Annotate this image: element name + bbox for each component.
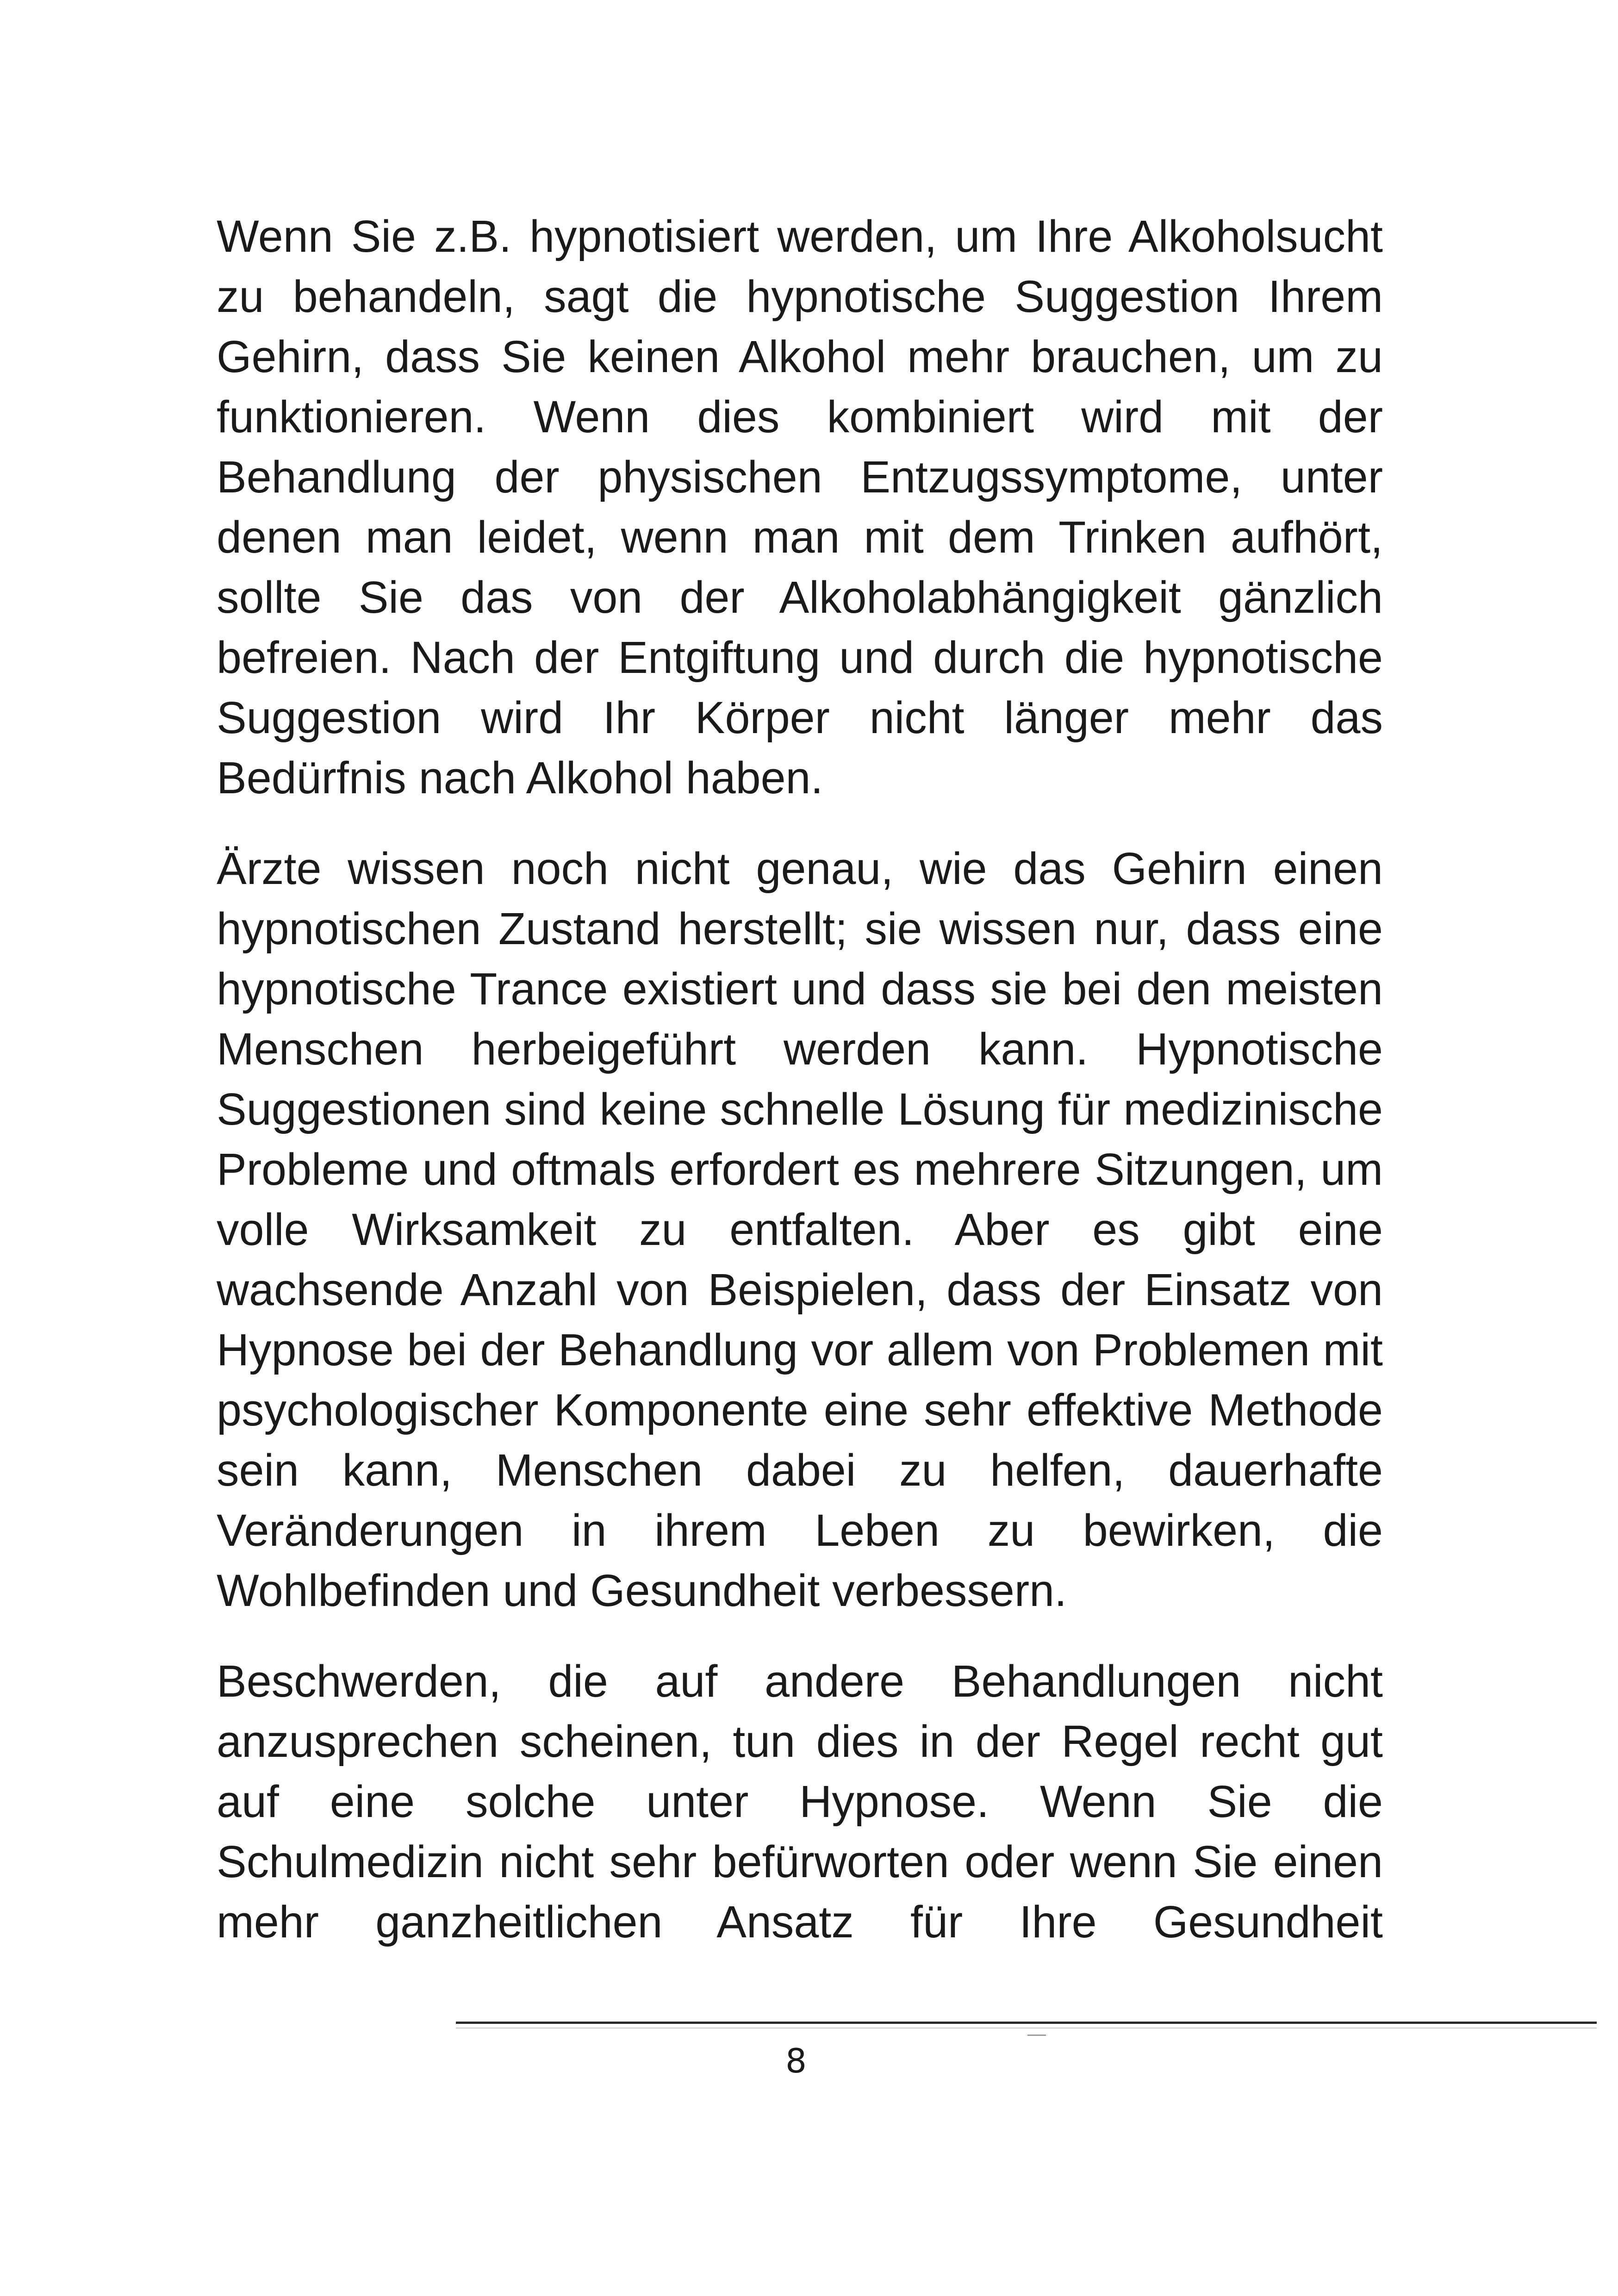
page-number: 8 <box>785 2041 807 2080</box>
footer-divider <box>456 2022 1597 2024</box>
footer-tick-mark <box>1027 2035 1046 2036</box>
body-text <box>217 206 1383 1952</box>
paragraph-complaints: Beschwerden, die auf andere Behandlungen nicht anzusprechen scheinen, tun dies in der Regel recht gut auf eine solche unter Hypnose. Wenn Sie die Schulmedizin nicht sehr befürworten oder wenn Sie einen mehr ganzheitlichen Ansatz für Ihre Gesundheit <box>217 1656 1383 1947</box>
paragraph-hypnotic-state: Ärzte wissen noch nicht genau, wie das Gehirn einen hypnotischen Zustand herstellt; sie wissen nur, dass eine hypnotische Trance existiert und dass sie bei den meisten Menschen herbeigeführt werden kann. Hypnotische Suggestionen sind keine schnelle Lösung für medizinische Probleme und oftmals erfordert es mehrere Sitzungen, um volle Wirksamkeit zu entfalten. Aber es gibt eine wachsende Anzahl von Beispielen, dass der Einsatz von Hypnose bei der Behandlung vor allem von Problemen mit psychologischer Komponente eine sehr effektive Methode sein kann, Menschen dabei zu helfen, dauerhafte Veränderungen in ihrem Leben zu bewirken, die Wohlbefinden und Gesundheit verbessern. <box>217 843 1383 1616</box>
paragraph-alcohol-hypnosis: Wenn Sie z.B. hypnotisiert werden, um Ihre Alkoholsucht zu behandeln, sagt die hypnotische Suggestion Ihrem Gehirn, dass Sie keinen Alkohol mehr brauchen, um zu funktionieren. Wenn dies kombiniert wird mit der Behandlung der physischen Entzugssymptome, unter denen man leidet, wenn man mit dem Trinken aufhört, sollte Sie das von der Alkoholabhängigkeit gänzlich befreien. Nach der Entgiftung und durch die hypnotische Suggestion wird Ihr Körper nicht länger mehr das Bedürfnis nach Alkohol haben. <box>217 211 1383 803</box>
